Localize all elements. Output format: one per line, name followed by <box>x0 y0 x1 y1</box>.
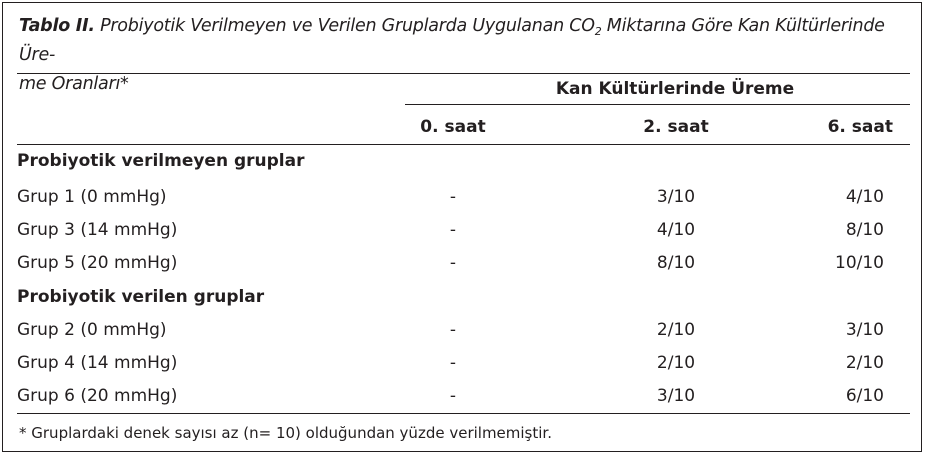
table-cell: 8/10 <box>656 253 696 273</box>
table-row-label: Grup 2 (0 mmHg) <box>17 320 167 340</box>
group-header-rule <box>405 104 910 105</box>
top-rule <box>17 73 910 74</box>
section-title: Probiyotik verilmeyen gruplar <box>17 151 305 171</box>
header-rule <box>17 144 910 145</box>
section-title: Probiyotik verilen gruplar <box>17 287 265 307</box>
table-cell: 10/10 <box>835 253 884 273</box>
caption-label: Tablo II. <box>19 16 95 36</box>
table-row-label: Grup 4 (14 mmHg) <box>17 353 178 373</box>
table-frame <box>2 2 922 452</box>
column-header-6h: 6. saat <box>827 117 893 137</box>
table-cell: 3/10 <box>656 386 696 406</box>
caption-text-continued: Miktarına Göre Kan Kültürlerinde Üre- <box>19 16 885 65</box>
table-cell: 2/10 <box>845 353 884 373</box>
table-footnote: * Gruplardaki denek sayısı az (n= 10) olduğundan yüzde verilmemiştir. <box>19 424 552 442</box>
column-header-0h: 0. saat <box>420 117 486 137</box>
table-cell: 4/10 <box>845 187 884 207</box>
table-cell: 2/10 <box>656 320 696 340</box>
caption-text-end: me Oranları* <box>19 74 129 94</box>
table-cell: - <box>449 386 457 406</box>
column-group-header: Kan Kültürlerinde Üreme <box>555 79 795 99</box>
table-cell: - <box>449 187 457 207</box>
caption-subscript: 2 <box>594 25 602 38</box>
table-cell: - <box>449 320 457 340</box>
table-row-label: Grup 6 (20 mmHg) <box>17 386 178 406</box>
table-row-label: Grup 1 (0 mmHg) <box>17 187 167 207</box>
caption-text: Probiyotik Verilmeyen ve Verilen Gruplarda Uygulanan CO <box>100 16 595 36</box>
table-cell: 3/10 <box>845 320 884 340</box>
table-cell: - <box>449 253 457 273</box>
table-cell: - <box>449 220 457 240</box>
table-cell: 2/10 <box>656 353 696 373</box>
table-row-label: Grup 5 (20 mmHg) <box>17 253 178 273</box>
table-cell: 8/10 <box>845 220 884 240</box>
table-cell: 4/10 <box>656 220 696 240</box>
table-cell: 3/10 <box>656 187 696 207</box>
bottom-rule <box>17 413 910 414</box>
table-row-label: Grup 3 (14 mmHg) <box>17 220 178 240</box>
table-cell: 6/10 <box>845 386 884 406</box>
column-header-2h: 2. saat <box>643 117 709 137</box>
table-cell: - <box>449 353 457 373</box>
